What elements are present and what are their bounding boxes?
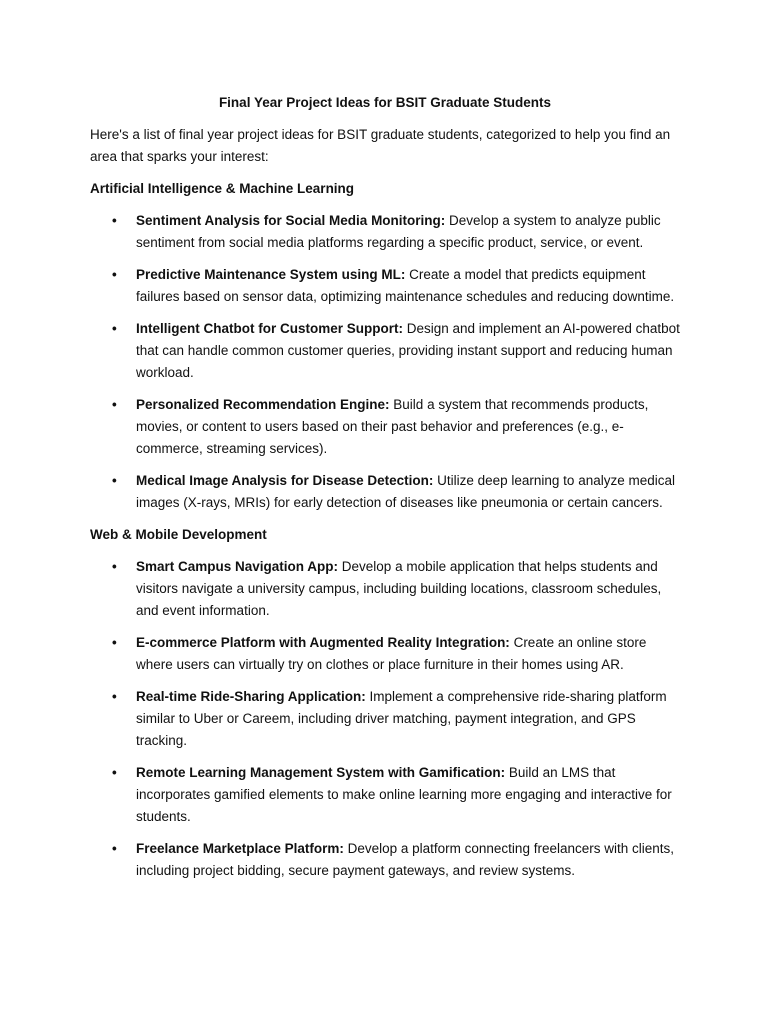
item-description: Implement a comprehensive ride-sharing platform similar to Uber or Careem, including driver matching, payment integration, and GPS tracking. bbox=[136, 689, 667, 748]
list-item bbox=[90, 318, 680, 384]
list-item bbox=[90, 470, 680, 514]
list-item bbox=[90, 762, 680, 828]
item-description: Utilize deep learning to analyze medical images (X-rays, MRIs) for early detection of diseases like pneumonia or certain cancers. bbox=[136, 473, 675, 510]
item-title: Personalized Recommendation Engine: bbox=[136, 397, 390, 412]
bullet-icon: • bbox=[112, 559, 117, 574]
bullet-icon: • bbox=[112, 841, 117, 856]
section-web-mobile bbox=[90, 524, 680, 882]
list-item bbox=[90, 632, 680, 676]
item-title: E-commerce Platform with Augmented Reality Integration: bbox=[136, 635, 510, 650]
section-ai-ml bbox=[90, 178, 680, 514]
list-item bbox=[90, 556, 680, 622]
bullet-icon: • bbox=[112, 635, 117, 650]
item-title: Real-time Ride-Sharing Application: bbox=[136, 689, 366, 704]
idea-list bbox=[90, 210, 680, 514]
list-item bbox=[90, 394, 680, 460]
bullet-icon: • bbox=[112, 397, 117, 412]
document-title: Final Year Project Ideas for BSIT Graduate Students bbox=[218, 95, 552, 110]
list-item bbox=[90, 838, 680, 882]
list-item bbox=[90, 686, 680, 752]
item-description: Create a model that predicts equipment failures based on sensor data, optimizing maintenance schedules and reducing downtime. bbox=[136, 267, 675, 304]
list-item bbox=[90, 264, 680, 308]
item-title: Intelligent Chatbot for Customer Support: bbox=[136, 321, 403, 336]
item-title: Medical Image Analysis for Disease Detection: bbox=[136, 473, 434, 488]
item-title: Predictive Maintenance System using ML: bbox=[136, 267, 406, 282]
document-page bbox=[90, 92, 680, 892]
item-title: Sentiment Analysis for Social Media Monitoring: bbox=[136, 213, 446, 228]
bullet-icon: • bbox=[112, 473, 117, 488]
item-description: Design and implement an AI-powered chatbot that can handle common customer queries, providing instant support and reducing human workload. bbox=[136, 321, 680, 380]
intro-paragraph: Here's a list of final year project ideas for BSIT graduate students, categorized to help you find an area that sparks your interest: bbox=[90, 127, 671, 164]
section-heading: Artificial Intelligence & Machine Learning bbox=[90, 181, 355, 196]
item-title: Freelance Marketplace Platform: bbox=[136, 841, 344, 856]
section-heading: Web & Mobile Development bbox=[90, 527, 267, 542]
bullet-icon: • bbox=[112, 321, 117, 336]
item-title: Remote Learning Management System with Gamification: bbox=[136, 765, 506, 780]
idea-list bbox=[90, 556, 680, 882]
list-item bbox=[90, 210, 680, 254]
item-description: Create an online store where users can virtually try on clothes or place furniture in their homes using AR. bbox=[136, 635, 647, 672]
bullet-icon: • bbox=[112, 267, 117, 282]
bullet-icon: • bbox=[112, 765, 117, 780]
bullet-icon: • bbox=[112, 213, 117, 228]
item-description: Develop a system to analyze public sentiment from social media platforms regarding a specific product, service, or event. bbox=[136, 213, 661, 250]
item-description: Build a system that recommends products, movies, or content to users based on their past behavior and preferences (e.g., e-commerce, streaming services). bbox=[136, 397, 649, 456]
item-description: Develop a platform connecting freelancers with clients, including project bidding, secure payment gateways, and review systems. bbox=[136, 841, 675, 878]
item-description: Build an LMS that incorporates gamified elements to make online learning more engaging and interactive for students. bbox=[136, 765, 672, 824]
item-title: Smart Campus Navigation App: bbox=[136, 559, 339, 574]
item-description: Develop a mobile application that helps students and visitors navigate a university campus, including building locations, classroom schedules, and event information. bbox=[136, 559, 662, 618]
bullet-icon: • bbox=[112, 689, 117, 704]
